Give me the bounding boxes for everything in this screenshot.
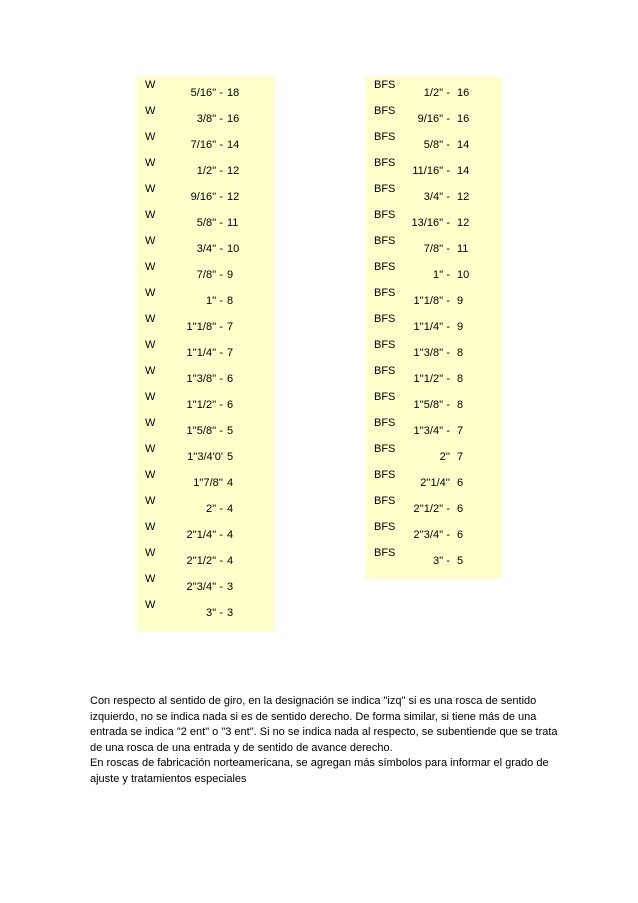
thread-pitch: 9 — [457, 295, 464, 307]
table-row — [366, 155, 502, 181]
table-row — [137, 519, 275, 545]
thread-pitch: 12 — [227, 165, 240, 177]
thread-code: W — [145, 313, 156, 325]
table-row — [137, 389, 275, 415]
thread-size: 3/4'' - — [196, 243, 223, 255]
thread-code: BFS — [374, 105, 396, 117]
thread-code: BFS — [374, 261, 396, 273]
table-row — [137, 103, 275, 129]
thread-size: 3'' - — [432, 555, 450, 567]
thread-pitch: 16 — [227, 113, 240, 125]
table-row — [137, 337, 275, 363]
thread-code: BFS — [374, 235, 396, 247]
thread-pitch: 5 — [227, 451, 234, 463]
table-row — [137, 233, 275, 259]
thread-size: 2''3/4'' - — [413, 529, 450, 541]
thread-code: BFS — [374, 391, 396, 403]
table-row — [366, 467, 502, 493]
table-row — [137, 441, 275, 467]
thread-size: 1''3/4'' - — [413, 425, 450, 437]
thread-code: BFS — [374, 79, 396, 91]
thread-code: BFS — [374, 469, 396, 481]
thread-code: W — [145, 261, 156, 273]
paragraph-direction: Con respecto al sentido de giro, en la designación se indica "izq" si es una rosca de sentido izquierdo, no se indica nada si es de sentido derecho. De forma similar, si tiene más de una entrada se indica "2 ent" o "3 ent". Si no se indica nada al respecto, se subentiende que se trata de una rosca de una entrada y de sentido de avance derecho. — [90, 695, 558, 754]
table-row — [137, 415, 275, 441]
thread-pitch: 8 — [457, 373, 464, 385]
thread-size: 7/8'' - — [423, 243, 450, 255]
w-thread-table — [137, 77, 275, 632]
thread-code: BFS — [374, 521, 396, 533]
table-row — [366, 181, 502, 207]
table-row — [366, 389, 502, 415]
thread-size: 1''1/4'' - — [186, 347, 223, 359]
thread-pitch: 18 — [227, 87, 240, 99]
thread-size: 2'' - — [205, 503, 223, 515]
thread-code: BFS — [374, 183, 396, 195]
thread-code: W — [145, 79, 156, 91]
thread-pitch: 16 — [457, 87, 470, 99]
thread-size: 2''3/4'' - — [186, 581, 223, 593]
table-row — [366, 519, 502, 545]
table-row — [137, 259, 275, 285]
thread-code: W — [145, 209, 156, 221]
thread-size: 3/4'' - — [423, 191, 450, 203]
thread-pitch: 12 — [227, 191, 240, 203]
table-row — [366, 545, 502, 571]
table-row — [366, 233, 502, 259]
table-row — [137, 285, 275, 311]
thread-size: 1''1/8'' - — [186, 321, 223, 333]
thread-pitch: 4 — [227, 477, 234, 489]
table-row — [137, 77, 275, 103]
thread-code: W — [145, 131, 156, 143]
thread-pitch: 6 — [457, 529, 464, 541]
table-row — [366, 441, 502, 467]
thread-size: 1''7/8'' — [193, 477, 223, 489]
table-row — [137, 155, 275, 181]
thread-code: W — [145, 157, 156, 169]
thread-code: W — [145, 287, 156, 299]
thread-code: BFS — [374, 495, 396, 507]
thread-pitch: 7 — [227, 321, 234, 333]
table-row — [137, 129, 275, 155]
thread-size: 2'' — [439, 451, 450, 463]
table-row — [137, 181, 275, 207]
thread-code: W — [145, 365, 156, 377]
thread-size: 1''3/4'0' — [187, 451, 223, 463]
table-row — [366, 207, 502, 233]
thread-code: W — [145, 183, 156, 195]
thread-pitch: 11 — [457, 243, 469, 255]
thread-size: 5/16'' - — [190, 87, 223, 99]
table-row — [366, 129, 502, 155]
thread-size: 1'' - — [432, 269, 450, 281]
thread-code: BFS — [374, 365, 396, 377]
thread-code: W — [145, 443, 156, 455]
table-row — [366, 77, 502, 103]
thread-size: 2''1/4'' — [420, 477, 450, 489]
thread-pitch: 9 — [227, 269, 234, 281]
thread-size: 2''1/2'' - — [413, 503, 450, 515]
table-row — [366, 363, 502, 389]
thread-pitch: 12 — [457, 217, 470, 229]
thread-size: 13/16'' - — [411, 217, 450, 229]
table-row — [137, 493, 275, 519]
paragraph-american-symbols: En roscas de fabricación norteamericana, se agregan más símbolos para informar el grado de ajuste y tratamientos especiales — [90, 757, 549, 785]
thread-size: 2''1/4'' - — [186, 529, 223, 541]
table-row — [366, 493, 502, 519]
thread-size: 1''1/2'' - — [413, 373, 450, 385]
thread-code: BFS — [374, 339, 396, 351]
thread-code: W — [145, 547, 156, 559]
thread-pitch: 9 — [457, 321, 464, 333]
thread-code: BFS — [374, 287, 396, 299]
thread-code: BFS — [374, 443, 396, 455]
thread-size: 1''1/8'' - — [413, 295, 450, 307]
thread-pitch: 7 — [457, 425, 464, 437]
thread-code: W — [145, 339, 156, 351]
thread-code: W — [145, 521, 156, 533]
thread-size: 1''5/8'' - — [413, 399, 450, 411]
thread-code: W — [145, 391, 156, 403]
thread-code: BFS — [374, 131, 396, 143]
thread-code: BFS — [374, 313, 396, 325]
thread-pitch: 10 — [457, 269, 470, 281]
thread-pitch: 6 — [227, 399, 234, 411]
thread-size: 3/8'' - — [196, 113, 223, 125]
thread-pitch: 4 — [227, 555, 234, 567]
table-row — [137, 545, 275, 571]
table-row — [137, 467, 275, 493]
thread-pitch: 8 — [457, 399, 464, 411]
thread-size: 9/16'' - — [417, 113, 450, 125]
thread-size: 3'' - — [205, 607, 223, 619]
table-row — [366, 311, 502, 337]
thread-pitch: 12 — [457, 191, 470, 203]
table-row — [137, 311, 275, 337]
thread-code: BFS — [374, 157, 396, 169]
thread-pitch: 11 — [227, 217, 239, 229]
thread-pitch: 6 — [457, 477, 464, 489]
thread-pitch: 7 — [457, 451, 464, 463]
thread-size: 5/8'' - — [423, 139, 450, 151]
thread-pitch: 4 — [227, 503, 234, 515]
thread-pitch: 3 — [227, 581, 234, 593]
table-row — [137, 363, 275, 389]
thread-pitch: 14 — [457, 165, 470, 177]
thread-pitch: 8 — [457, 347, 464, 359]
thread-size: 1'' - — [205, 295, 223, 307]
thread-size: 11/16'' - — [412, 165, 450, 177]
thread-pitch: 16 — [457, 113, 470, 125]
thread-pitch: 6 — [227, 373, 234, 385]
thread-pitch: 10 — [227, 243, 240, 255]
thread-size: 7/8'' - — [196, 269, 223, 281]
thread-size: 5/8'' - — [196, 217, 223, 229]
table-row — [366, 415, 502, 441]
thread-size: 1/2'' - — [196, 165, 223, 177]
table-row — [137, 207, 275, 233]
thread-code: BFS — [374, 209, 396, 221]
thread-code: W — [145, 599, 156, 611]
thread-code: W — [145, 495, 156, 507]
thread-pitch: 5 — [227, 425, 234, 437]
thread-size: 1''1/2'' - — [186, 399, 223, 411]
thread-code: W — [145, 417, 156, 429]
thread-size: 9/16'' - — [190, 191, 223, 203]
thread-code: W — [145, 573, 156, 585]
thread-size: 7/16'' - — [190, 139, 223, 151]
thread-pitch: 14 — [457, 139, 470, 151]
table-row — [137, 571, 275, 597]
thread-size: 1''5/8'' - — [186, 425, 223, 437]
table-row — [366, 285, 502, 311]
thread-code: W — [145, 469, 156, 481]
thread-size: 1''3/8'' - — [186, 373, 223, 385]
thread-pitch: 14 — [227, 139, 240, 151]
thread-size: 1/2'' - — [423, 87, 450, 99]
table-row — [366, 103, 502, 129]
thread-code: BFS — [374, 547, 396, 559]
thread-pitch: 5 — [457, 555, 464, 567]
thread-code: W — [145, 235, 156, 247]
thread-pitch: 6 — [457, 503, 464, 515]
thread-code: W — [145, 105, 156, 117]
thread-pitch: 3 — [227, 607, 234, 619]
thread-pitch: 4 — [227, 529, 234, 541]
thread-pitch: 8 — [227, 295, 234, 307]
thread-size: 1''3/8'' - — [413, 347, 450, 359]
thread-size: 2''1/2'' - — [186, 555, 223, 567]
thread-pitch: 7 — [227, 347, 234, 359]
table-row — [137, 597, 275, 623]
table-row — [366, 259, 502, 285]
thread-size: 1''1/4'' - — [413, 321, 450, 333]
thread-code: BFS — [374, 417, 396, 429]
table-row — [366, 337, 502, 363]
bfs-thread-table — [366, 77, 502, 579]
